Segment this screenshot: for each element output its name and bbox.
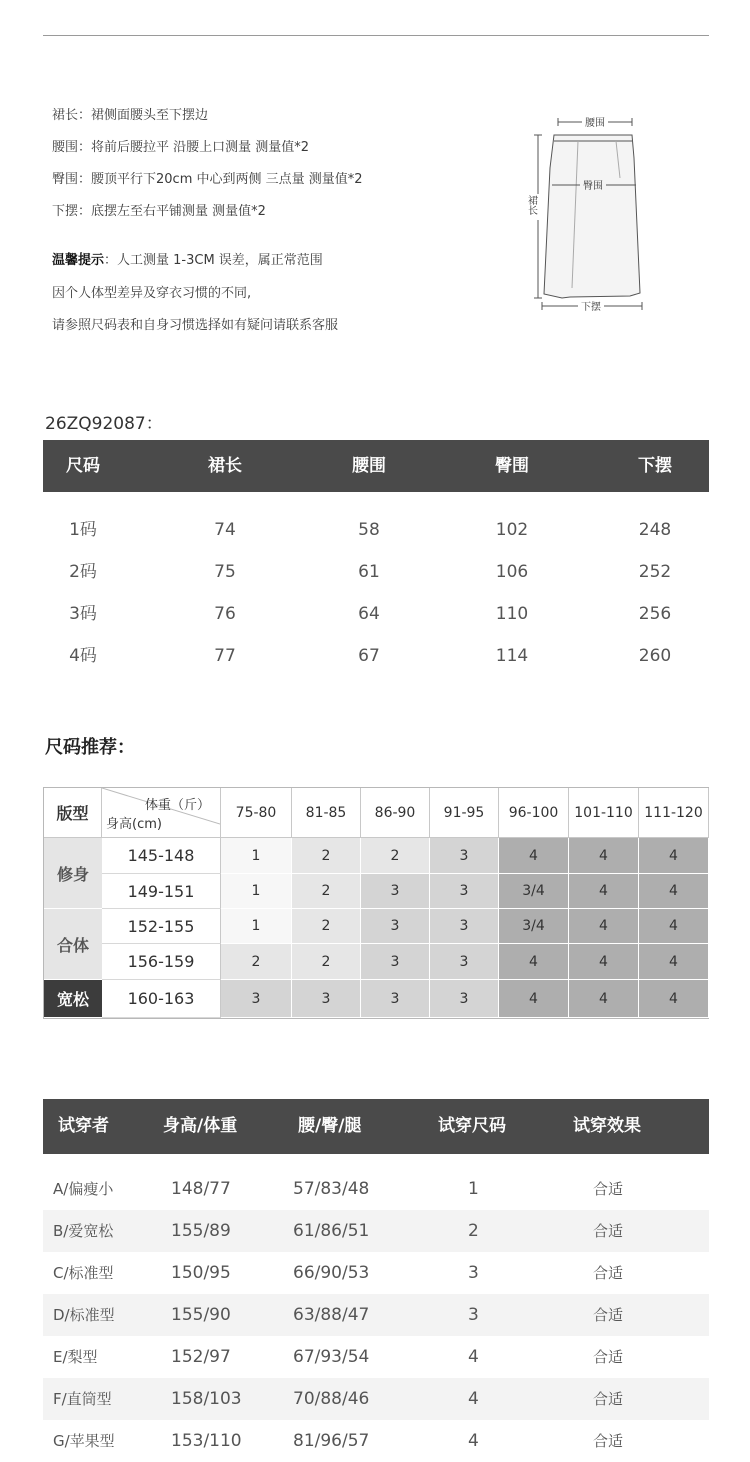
recommended-size-cell: 4 [569,944,639,980]
size-cell-hem: 248 [638,520,672,540]
size-cell-hip: 114 [495,646,529,666]
size-header-waist: 腰围 [352,456,386,476]
recommended-size-cell: 4 [499,838,569,874]
size-header-hip: 臀围 [495,456,529,476]
size-cell-size: 3码 [69,604,97,624]
recommended-size-cell: 3 [430,980,499,1018]
trial-header-result: 试穿效果 [573,1116,641,1136]
trial-header-height-weight: 身高/体重 [163,1116,238,1136]
size-cell-hip: 110 [495,604,529,624]
trial-header-size: 试穿尺码 [438,1116,506,1136]
trial-cell-measurements: 66/90/53 [293,1263,370,1283]
top-divider [43,35,709,36]
size-row [43,509,709,551]
trial-row [43,1168,709,1210]
size-cell-length: 75 [214,562,236,582]
height-range-label: 149-151 [102,874,221,909]
trial-cell-result: 合适 [593,1306,624,1324]
trial-cell-measurements: 61/86/51 [293,1221,370,1241]
trial-cell-height-weight: 150/95 [171,1263,231,1283]
recommended-size-cell: 4 [499,980,569,1018]
recommended-size-cell: 3 [292,980,361,1018]
trial-cell-size: 4 [468,1347,479,1367]
trial-cell-height-weight: 153/110 [171,1431,242,1451]
diagram-label-hem: 下摆 [581,302,601,313]
trial-cell-result: 合适 [593,1348,624,1366]
trial-cell-size: 4 [468,1389,479,1409]
note-line3: 请参照尺码表和自身习惯选择如有疑问请联系客服 [52,318,339,333]
weight-range-header: 81-85 [292,788,361,838]
size-table-header [43,440,709,492]
trial-cell-measurements: 57/83/48 [293,1179,370,1199]
size-cell-hem: 260 [638,646,672,666]
recommended-size-cell: 3 [430,909,499,944]
height-range-label: 160-163 [102,980,221,1018]
recommendation-title: 尺码推荐： [45,737,135,758]
recommended-size-cell: 2 [361,838,430,874]
trial-cell-result: 合适 [593,1432,624,1450]
size-row [43,593,709,635]
fit-type-label: 合体 [44,909,102,980]
note-length: 裙长：裙侧面腰头至下摆边 [52,108,209,123]
trial-cell-measurements: 63/88/47 [293,1305,370,1325]
weight-range-header: 111-120 [639,788,709,838]
trial-header-tester: 试穿者 [58,1116,109,1136]
recommended-size-cell: 3 [430,944,499,980]
size-cell-length: 76 [214,604,236,624]
note-waist: 腰围：将前后腰拉平 沿腰上口测量 测量值*2 [52,140,310,155]
recommended-size-cell: 3 [361,980,430,1018]
skirt-diagram [520,108,650,320]
weight-height-corner [102,788,221,838]
diagram-label-hip: 臀围 [583,181,603,192]
model-code: 26ZQ92087： [45,414,163,434]
weight-range-header: 91-95 [430,788,499,838]
trial-cell-height-weight: 158/103 [171,1389,242,1409]
size-cell-hem: 252 [638,562,672,582]
size-cell-hem: 256 [638,604,672,624]
recommended-size-cell: 3 [221,980,292,1018]
size-cell-waist: 64 [358,604,380,624]
trial-cell-height-weight: 155/89 [171,1221,231,1241]
height-range-label: 145-148 [102,838,221,874]
recommended-size-cell: 2 [221,944,292,980]
recommended-size-cell: 4 [639,874,709,909]
trial-row [43,1420,709,1462]
recommended-size-cell: 4 [499,944,569,980]
trial-row [43,1294,709,1336]
trial-cell-result: 合适 [593,1222,624,1240]
recommended-size-cell: 4 [569,980,639,1018]
trial-cell-measurements: 70/88/46 [293,1389,370,1409]
size-cell-hip: 102 [495,520,529,540]
trial-cell-measurements: 67/93/54 [293,1347,370,1367]
trial-header-measurements: 腰/臀/腿 [298,1116,362,1136]
height-range-label: 156-159 [102,944,221,980]
trial-table-header [43,1099,709,1154]
trial-cell-measurements: 81/96/57 [293,1431,370,1451]
size-header-hem: 下摆 [638,456,672,476]
height-label: 身高(cm) [106,817,162,832]
note-hip: 臀围：腰顶平行下20cm 中心到两侧 三点量 测量值*2 [52,172,363,187]
recommended-size-cell: 3 [361,874,430,909]
weight-range-header: 86-90 [361,788,430,838]
size-cell-length: 74 [214,520,236,540]
weight-label: 体重（斤） [144,798,210,813]
size-cell-size: 4码 [69,646,97,666]
recommended-size-cell: 3 [361,944,430,980]
recommended-size-cell: 4 [639,838,709,874]
recommended-size-cell: 4 [639,980,709,1018]
trial-cell-result: 合适 [593,1390,624,1408]
tip-text: ：人工测量 1-3CM 误差，属正常范围 [104,253,323,268]
recommended-size-cell: 3/4 [499,874,569,909]
recommended-size-cell: 4 [569,874,639,909]
tip-label: 温馨提示 [52,253,105,268]
trial-cell-tester: F/直筒型 [53,1390,112,1408]
fit-type-header: 版型 [44,788,102,838]
trial-cell-tester: A/偏瘦小 [53,1180,114,1198]
weight-range-header: 101-110 [569,788,639,838]
trial-cell-tester: G/苹果型 [53,1432,115,1450]
recommended-size-cell: 3/4 [499,909,569,944]
recommended-size-cell: 4 [639,944,709,980]
note-tip [52,249,323,268]
recommended-size-cell: 2 [292,874,361,909]
height-range-label: 152-155 [102,909,221,944]
trial-cell-size: 1 [468,1179,479,1199]
size-header-length: 裙长 [208,456,242,476]
recommended-size-cell: 2 [292,944,361,980]
trial-row [43,1378,709,1420]
size-cell-waist: 67 [358,646,380,666]
size-cell-size: 2码 [69,562,97,582]
note-hem: 下摆：底摆左至右平铺测量 测量值*2 [52,204,266,219]
diagram-label-waist: 腰围 [585,118,605,129]
trial-cell-height-weight: 152/97 [171,1347,231,1367]
size-cell-hip: 106 [495,562,529,582]
size-recommendation-grid [43,787,709,1019]
trial-cell-size: 2 [468,1221,479,1241]
fit-type-label: 宽松 [44,980,102,1018]
size-cell-waist: 58 [358,520,380,540]
trial-row [43,1210,709,1252]
size-header-size: 尺码 [66,456,100,476]
recommended-size-cell: 1 [221,874,292,909]
recommended-size-cell: 1 [221,909,292,944]
recommended-size-cell: 1 [221,838,292,874]
recommended-size-cell: 3 [430,874,499,909]
size-cell-waist: 61 [358,562,380,582]
trial-cell-tester: D/标准型 [53,1306,115,1324]
recommended-size-cell: 4 [569,838,639,874]
weight-range-header: 75-80 [221,788,292,838]
trial-cell-size: 3 [468,1305,479,1325]
fit-type-label: 修身 [44,838,102,909]
recommended-size-cell: 3 [430,838,499,874]
recommended-size-cell: 3 [361,909,430,944]
note-line2: 因个人体型差异及穿衣习惯的不同, [52,286,252,301]
trial-cell-height-weight: 155/90 [171,1305,231,1325]
trial-row [43,1336,709,1378]
trial-cell-size: 3 [468,1263,479,1283]
trial-cell-result: 合适 [593,1264,624,1282]
trial-cell-tester: E/梨型 [53,1348,98,1366]
recommended-size-cell: 2 [292,838,361,874]
size-row [43,635,709,677]
size-cell-size: 1码 [69,520,97,540]
weight-range-header: 96-100 [499,788,569,838]
size-cell-length: 77 [214,646,236,666]
recommended-size-cell: 2 [292,909,361,944]
trial-cell-height-weight: 148/77 [171,1179,231,1199]
recommended-size-cell: 4 [639,909,709,944]
diagram-label-length: 裙长 [525,195,537,215]
recommended-size-cell: 4 [569,909,639,944]
trial-cell-tester: C/标准型 [53,1264,114,1282]
trial-cell-tester: B/爱宽松 [53,1222,114,1240]
trial-cell-size: 4 [468,1431,479,1451]
trial-row [43,1252,709,1294]
size-row [43,551,709,593]
trial-cell-result: 合适 [593,1180,624,1198]
